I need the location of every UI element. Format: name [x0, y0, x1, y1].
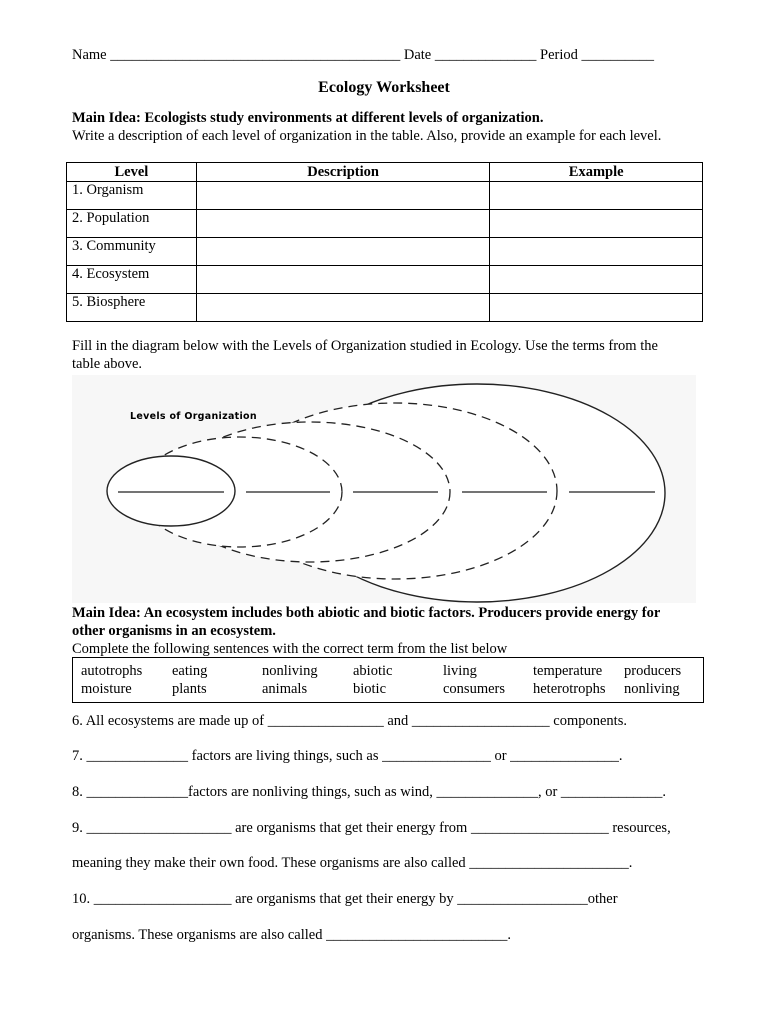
- column-header-level: Level: [67, 163, 197, 182]
- level-cell: 2. Population: [67, 210, 197, 238]
- levels-diagram: [0, 375, 768, 605]
- question-9-line2[interactable]: meaning they make their own food. These organisms are also called ______________________.: [72, 855, 633, 871]
- main-idea-2-line1: Main Idea: An ecosystem includes both abiotic and biotic factors. Producers provide energy for: [72, 605, 661, 621]
- level-cell: 1. Organism: [67, 182, 197, 210]
- question-9-line1[interactable]: 9. ____________________ are organisms that get their energy from ___________________ resources,: [72, 820, 671, 836]
- description-cell[interactable]: [196, 266, 489, 294]
- diagram-instructions-line2: table above.: [72, 356, 143, 372]
- word-bank-term: eating: [172, 663, 208, 679]
- level-cell: 5. Biosphere: [67, 294, 197, 322]
- header-line: [72, 47, 654, 64]
- table-row: [67, 210, 703, 238]
- table-row: [67, 294, 703, 322]
- example-cell[interactable]: [490, 238, 703, 266]
- word-bank-instructions: Complete the following sentences with the correct term from the list below: [72, 641, 508, 657]
- description-cell[interactable]: [196, 238, 489, 266]
- word-bank-term: producers: [624, 663, 682, 679]
- word-bank-term: nonliving: [624, 681, 680, 697]
- word-bank-term: nonliving: [262, 663, 318, 679]
- word-bank-term: biotic: [353, 681, 387, 697]
- description-cell[interactable]: [196, 294, 489, 322]
- word-bank-term: living: [443, 663, 477, 679]
- name-label: Name: [72, 47, 107, 63]
- description-cell[interactable]: [196, 210, 489, 238]
- word-bank-term: temperature: [533, 663, 603, 679]
- word-bank-term: animals: [262, 681, 308, 697]
- table-row: [67, 182, 703, 210]
- table-instructions: Write a description of each level of organization in the table. Also, provide an example for each level.: [72, 128, 662, 144]
- question-8[interactable]: 8. ______________factors are nonliving things, such as wind, ______________, or ______________.: [72, 784, 667, 800]
- example-cell[interactable]: [490, 182, 703, 210]
- question-7[interactable]: 7. ______________ factors are living things, such as _______________ or _______________.: [72, 748, 623, 764]
- example-cell[interactable]: [490, 266, 703, 294]
- period-label: Period: [540, 47, 578, 63]
- main-idea-2-line2: other organisms in an ecosystem.: [72, 623, 276, 639]
- question-10-line1[interactable]: 10. ___________________ are organisms that get their energy by __________________other: [72, 891, 618, 907]
- levels-table: [66, 162, 703, 322]
- example-cell[interactable]: [490, 294, 703, 322]
- diagram-label: Levels of Organization: [130, 411, 257, 422]
- word-bank-term: moisture: [81, 681, 132, 697]
- question-6[interactable]: 6. All ecosystems are made up of ________________ and ___________________ components.: [72, 713, 627, 729]
- word-bank-term: plants: [172, 681, 207, 697]
- word-bank-term: abiotic: [353, 663, 393, 679]
- period-field[interactable]: __________: [581, 47, 654, 63]
- word-bank: [72, 657, 704, 703]
- table-row: [67, 266, 703, 294]
- table-row: [67, 238, 703, 266]
- word-bank-term: autotrophs: [81, 663, 143, 679]
- table-header-row: [67, 163, 703, 182]
- date-field[interactable]: ______________: [434, 47, 537, 63]
- diagram-instructions-line1: Fill in the diagram below with the Levels of Organization studied in Ecology. Use the terms from the: [72, 338, 658, 354]
- word-bank-term: consumers: [443, 681, 506, 697]
- inner-ellipse: [107, 456, 235, 526]
- main-idea-1: Main Idea: Ecologists study environments at different levels of organization.: [72, 110, 544, 126]
- name-field[interactable]: ________________________________________: [110, 47, 401, 63]
- level-cell: 3. Community: [67, 238, 197, 266]
- column-header-description: Description: [196, 163, 489, 182]
- description-cell[interactable]: [196, 182, 489, 210]
- example-cell[interactable]: [490, 210, 703, 238]
- question-10-line2[interactable]: organisms. These organisms are also called _________________________.: [72, 927, 511, 943]
- level-cell: 4. Ecosystem: [67, 266, 197, 294]
- page-title: Ecology Worksheet: [318, 79, 450, 96]
- word-bank-term: heterotrophs: [533, 681, 606, 697]
- column-header-example: Example: [490, 163, 703, 182]
- date-label: Date: [403, 47, 432, 63]
